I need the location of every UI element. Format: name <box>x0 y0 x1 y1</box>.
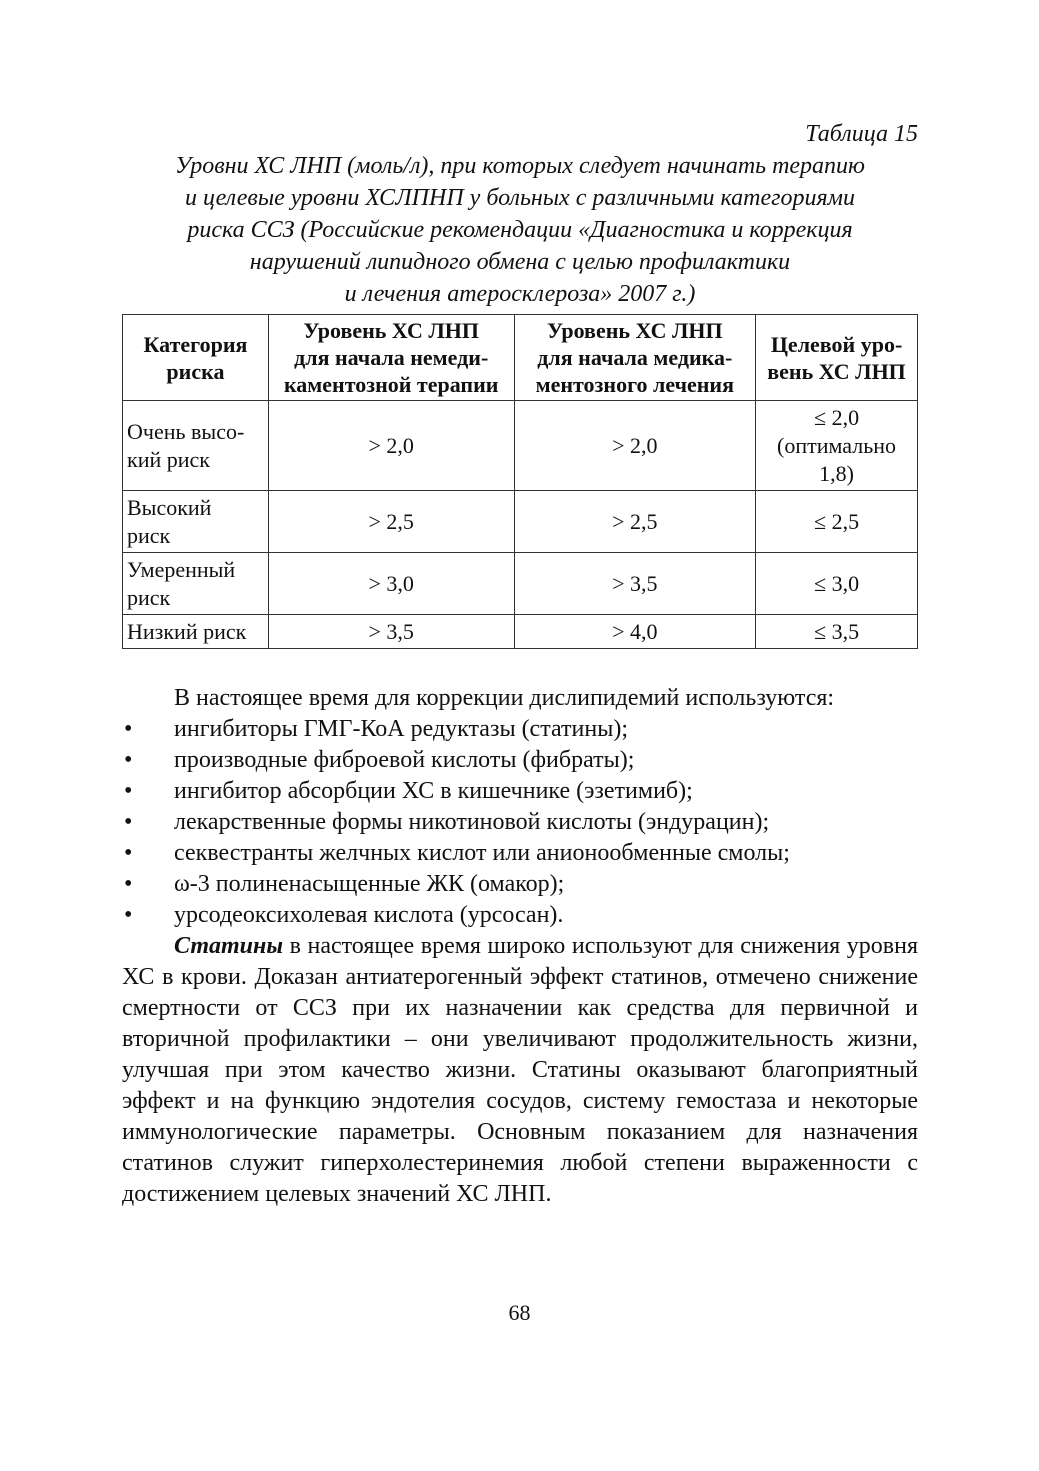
row-non-drug-value: > 2,0 <box>268 401 514 491</box>
list-item: • ингибитор абсорбции ХС в кишечнике (эзетимиб); <box>122 776 918 807</box>
statins-paragraph <box>122 931 918 1210</box>
row-target-value: ≤ 2,0 (оптимально 1,8) <box>756 401 918 491</box>
list-item: • лекарственные формы никотиновой кислоты (эндурацин); <box>122 807 918 838</box>
statins-term: Статины <box>174 933 284 959</box>
row-drug-value: > 2,0 <box>514 401 756 491</box>
table-number: Таблица 15 <box>805 121 918 147</box>
row-target-value: ≤ 3,0 <box>756 553 918 615</box>
caption-line: риска ССЗ (Российские рекомендации «Диагностика и коррекция <box>187 217 853 243</box>
intro-paragraph: В настоящее время для коррекции дислипидемий используются: <box>174 685 835 711</box>
bullet-icon: • <box>124 902 133 928</box>
table-caption <box>122 150 918 310</box>
page-content <box>122 118 918 1210</box>
list-item: • урсодеоксихолевая кислота (урсосан). <box>122 900 918 931</box>
header-drug-threshold: Уровень ХС ЛНП для начала медика- ментозного лечения <box>514 315 756 401</box>
caption-line: нарушений липидного обмена с целью профилактики <box>249 249 791 275</box>
bullet-icon: • <box>124 716 133 742</box>
list-item: • ингибиторы ГМГ-КоА редуктазы (статины); <box>122 714 918 745</box>
list-item: • ω-3 полиненасыщенные ЖК (омакор); <box>122 869 918 900</box>
statins-text: в настоящее время широко используют для снижения уровня ХС в крови. Доказан антиатерогенный эффект статинов, отмечено снижение смертности от ССЗ при их назначении как средства для первичной и вторичной профилактики – они увеличивают продолжительность жизни, улучшая при этом качество жизни. Статины оказывают благоприятный эффект и на функцию эндотелия сосудов, систему гемостаза и некоторые иммунологические параметры. Основным показанием для назначения статинов служит гиперхолестеринемия любой степени выраженности с достижением целевых значений ХС ЛНП. <box>122 933 918 1207</box>
bullet-icon: • <box>124 809 133 835</box>
row-category: Умеренный риск <box>123 553 269 615</box>
table-row <box>123 615 918 649</box>
list-item: • производные фиброевой кислоты (фибраты); <box>122 745 918 776</box>
table-header-row <box>123 315 918 401</box>
row-target-value: ≤ 3,5 <box>756 615 918 649</box>
row-target-value: ≤ 2,5 <box>756 491 918 553</box>
row-category: Высокий риск <box>123 491 269 553</box>
row-non-drug-value: > 3,0 <box>268 553 514 615</box>
row-drug-value: > 2,5 <box>514 491 756 553</box>
header-target-level: Целевой уро- вень ХС ЛНП <box>756 315 918 401</box>
table-row <box>123 553 918 615</box>
row-non-drug-value: > 2,5 <box>268 491 514 553</box>
caption-line: Уровни ХС ЛНП (моль/л), при которых следует начинать терапию <box>175 153 865 179</box>
row-drug-value: > 4,0 <box>514 615 756 649</box>
caption-line: и лечения атеросклероза» 2007 г.) <box>344 281 696 307</box>
bullet-icon: • <box>124 747 133 773</box>
row-drug-value: > 3,5 <box>514 553 756 615</box>
drug-list <box>122 714 918 931</box>
row-category: Очень высо- кий риск <box>123 401 269 491</box>
page-number: 68 <box>508 1300 531 1325</box>
header-category: Категория риска <box>123 315 269 401</box>
bullet-icon: • <box>124 871 133 897</box>
bullet-icon: • <box>124 778 133 804</box>
table-row <box>123 491 918 553</box>
bullet-icon: • <box>124 840 133 866</box>
ldl-levels-table <box>122 314 918 649</box>
list-item: • секвестранты желчных кислот или анионообменные смолы; <box>122 838 918 869</box>
row-non-drug-value: > 3,5 <box>268 615 514 649</box>
row-category: Низкий риск <box>123 615 269 649</box>
caption-line: и целевые уровни ХСЛПНП у больных с различными категориями <box>185 185 855 211</box>
body-text <box>122 683 918 1210</box>
header-non-drug-threshold: Уровень ХС ЛНП для начала немеди- каментозной терапии <box>268 315 514 401</box>
table-row <box>123 401 918 491</box>
